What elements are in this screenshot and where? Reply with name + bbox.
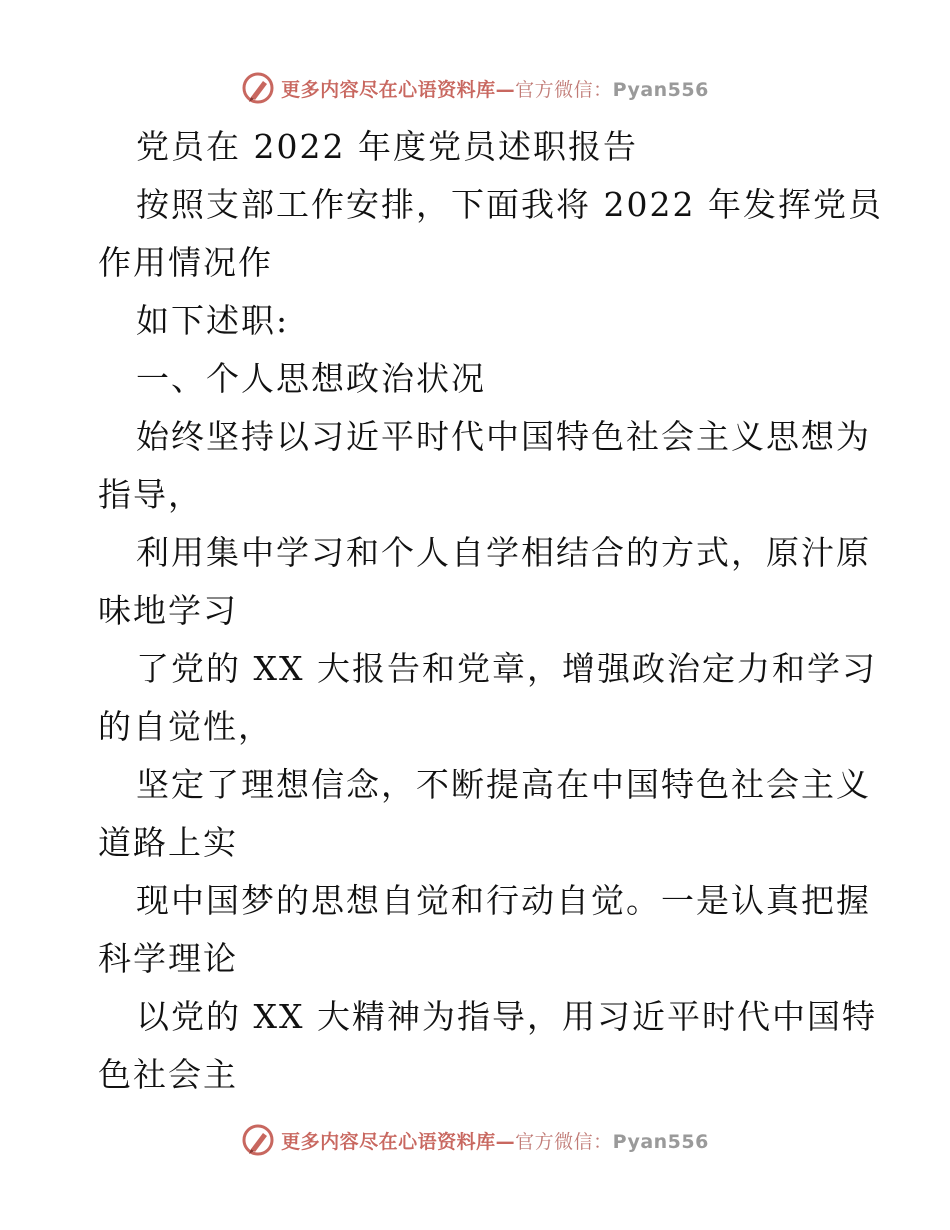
footer-banner (0, 1120, 950, 1160)
paragraph-line: 道路上实 (98, 823, 238, 862)
banner-dash: — (495, 1130, 516, 1153)
banner-main-text: 更多内容尽在心语资料库 (281, 1130, 496, 1153)
paragraph-line: 现中国梦的思想自觉和行动自觉。一是认真把握 (136, 881, 871, 920)
banner-wechat-label: 官方微信： (515, 1130, 613, 1153)
paragraph-line: 如下述职: (136, 301, 290, 340)
banner-main-text: 更多内容尽在心语资料库 (281, 78, 496, 101)
paragraph-line: 的自觉性， (98, 707, 273, 746)
paragraph-line: 色社会主 (98, 1055, 238, 1094)
paragraph-line: 味地学习 (98, 591, 238, 630)
header-banner (0, 68, 950, 108)
paragraph-line: 坚定了理想信念，不断提高在中国特色社会主义 (136, 765, 871, 804)
pen-logo-icon (241, 71, 275, 105)
paragraph-line: 了党的 XX 大报告和党章，增强政治定力和学习 (136, 649, 877, 688)
document-body (98, 118, 883, 1104)
paragraph-line: 指导， (98, 475, 203, 514)
banner-wechat-id: Pyan556 (612, 78, 709, 101)
paragraph-line: 党员在 2022 年度党员述职报告 (136, 127, 638, 166)
paragraph-line: 按照支部工作安排，下面我将 2022 年发挥党员 (136, 185, 883, 224)
banner-text (281, 1127, 709, 1154)
pen-logo-icon (241, 1123, 275, 1157)
banner-wechat-id: Pyan556 (612, 1130, 709, 1153)
paragraph-line: 一、个人思想政治状况 (136, 359, 486, 398)
paragraph-line: 始终坚持以习近平时代中国特色社会主义思想为 (136, 417, 871, 456)
paragraph-line: 作用情况作 (98, 243, 273, 282)
paragraph-line: 科学理论 (98, 939, 238, 978)
paragraph-line: 以党的 XX 大精神为指导，用习近平时代中国特 (136, 997, 877, 1036)
banner-text (281, 75, 709, 102)
banner-dash: — (495, 78, 516, 101)
paragraph-line: 利用集中学习和个人自学相结合的方式，原汁原 (136, 533, 871, 572)
banner-wechat-label: 官方微信： (515, 78, 613, 101)
